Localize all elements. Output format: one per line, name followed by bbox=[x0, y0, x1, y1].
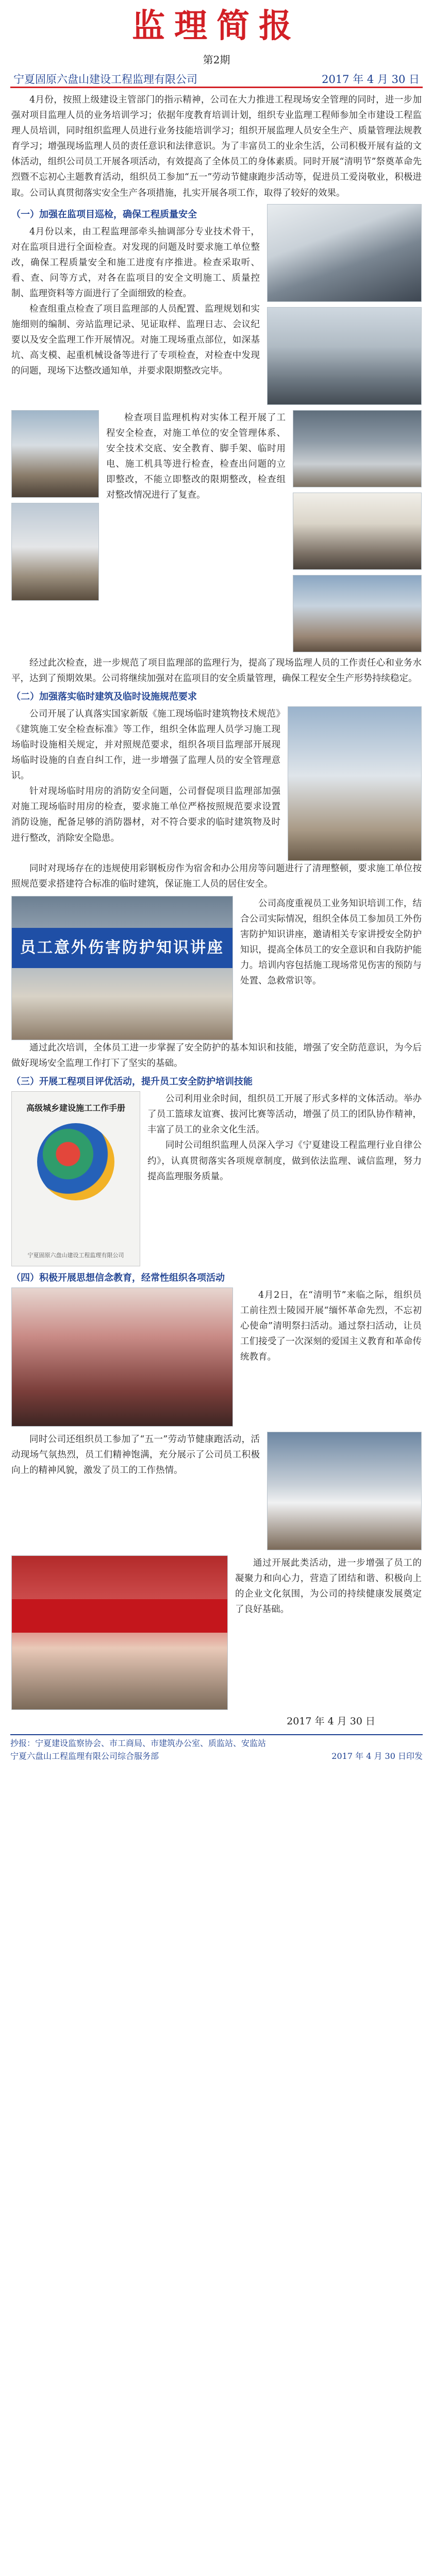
masthead-title: 监理简报 bbox=[132, 7, 301, 45]
training-banner: 员工意外伤害防护知识讲座 bbox=[12, 928, 232, 968]
distribution-list: 抄报：宁夏建设监察协会、市工商局、市建筑办公室、质监站、安监站 bbox=[10, 1738, 267, 1748]
section-paragraph: 同时公司还组织员工参加了“五一”劳动节健康跑活动，活动现场气氛热烈，员工们精神饱满，充分展示了公司员工积极向上的精神风貌，激发了员工的工作热情。 bbox=[11, 1434, 260, 1476]
section-paragraph: 4月份以来，由工程监理部牵头抽调部分专业技术骨干，对在监项目进行全面检查。对发现的问题及时要求施工单位整改，确保工程质量安全和施工进度有序推进。检查采取听、看、查、问等方式，对各在监项目的安全文明施工、质量控制、监理资料等方面进行了全面细致的检查。 bbox=[11, 226, 260, 299]
manual-title: 高级城乡建设施工工作手册 bbox=[26, 1103, 125, 1113]
site-photo bbox=[11, 410, 99, 498]
manual-graphic bbox=[37, 1123, 114, 1200]
intro-paragraph: 4月份，按照上级建设主管部门的指示精神，公司在大力推进工程现场安全管理的同时，进一步加强对项目监理人员的业务培训学习；依据年度教育培训计划，组织专业监理工程师参加全市建设工程监理人员培训，同时组织监理人员进行业务技能培训学习；组织开展监理人员安全生产、质量管理法规教育学习；增强现场监理人员的责任意识和法律意识。为了丰富员工的业余生活，公司积极开展有益的文体活动，组织公司员工开展各项活动，有效提高了全体员工的身体素质。同时开展“清明节”祭奠革命先烈暨不忘初心主题教育活动，组织员工参加“五一”劳动节健康跑步活动等，促进员工爱岗敬业，积极进取。公司认真贯彻落实安全生产各项措施，扎实开展各项工作，取得了较好的效果。 bbox=[11, 95, 422, 198]
site-photo bbox=[293, 410, 422, 487]
section-paragraph: 通过此次培训，全体员工进一步掌握了安全防护的基本知识和技能，增强了安全防范意识，为今后做好现场安全监理工作打下了坚实的基础。 bbox=[11, 1042, 422, 1069]
training-lecture-photo bbox=[11, 896, 233, 1040]
section-paragraph: 公司高度重视员工业务知识培训工作，结合公司实际情况，组织全体员工参加员工外伤害防护知识讲座，邀请相关专家讲授安全防护知识，提高全体员工的安全意识和自我防护能力。培训内容包括施工现场常见伤害的预防与处置、急救常识等。 bbox=[240, 898, 422, 987]
activity-banner bbox=[12, 1599, 227, 1633]
section-paragraph: 公司开展了认真落实国家新版《施工现场临时建筑物技术规范》《建筑施工安全检查标准》等工作，组织全体监理人员学习施工现场临时设施相关规定，并对照规范要求，组织各项目监理部开展现场临时设施的自查自纠工作，进一步增强了监理人员的安全管理意识。 bbox=[11, 708, 280, 782]
masthead bbox=[0, 0, 433, 66]
manual-cover bbox=[11, 1091, 140, 1266]
issuing-department: 宁夏六盘山工程监理有限公司综合服务部 bbox=[10, 1751, 159, 1761]
temporary-building-photo bbox=[288, 706, 422, 861]
manual-publisher: 宁夏固原六盘山建设工程监理有限公司 bbox=[27, 1252, 124, 1259]
section-heading: （四）积极开展思想信念教育，经常性组织各项活动 bbox=[11, 1273, 225, 1284]
section-paragraph: 同时对现场存在的违规使用彩钢板房作为宿舍和办公用房等问题进行了清理整顿，要求施工单位按照规范要求搭建符合标准的临时建筑，保证施工人员的居住安全。 bbox=[11, 863, 422, 889]
section-paragraph: 检查组重点检查了项目监理部的人员配置、监理规划和实施细则的编制、旁站监理记录、见证取样、监理日志、会议纪要以及安全监理工作开展情况。对施工现场重点部位，如深基坑、高支模、起重机械设备等进行了专项检查，对检查中发现的问题，现场下达整改通知单，并要求限期整改完毕。 bbox=[11, 304, 260, 377]
inspection-photo bbox=[267, 307, 422, 405]
print-date: 2017 年 4 月 30 日印发 bbox=[331, 1751, 423, 1761]
section-paragraph: 经过此次检查，进一步规范了项目监理部的监理行为，提高了现场监理人员的工作责任心和业务水平，达到了预期效果。公司将继续加强对在监项目的安全质量管理，确保工程安全生产形势持续稳定。 bbox=[11, 657, 422, 684]
section-paragraph: 同时公司组织监理人员深入学习《宁夏建设工程监理行业自律公约》，认真贯彻落实各项规章制度，做到依法监理、诚信监理，努力提高监理服务质量。 bbox=[147, 1140, 422, 1182]
section-heading: （三）开展工程项目评优活动，提升员工安全防护培训技能 bbox=[11, 1076, 253, 1088]
section-paragraph: 针对现场临时用房的消防安全问题，公司督促项目监理部加强对施工现场临时用房的检查，要求施工单位严格按照规范要求设置消防设施，配备足够的消防器材，对不符合要求的临时建筑物及时进行整改，消除安全隐患。 bbox=[11, 786, 280, 843]
section-paragraph: 4月2日，在“清明节”来临之际，组织员工前往烈士陵园开展“缅怀革命先烈，不忘初心使命”清明祭扫活动。通过祭扫活动，让员工们接受了一次深刻的爱国主义教育和革命传统教育。 bbox=[240, 1290, 422, 1363]
site-photo bbox=[293, 493, 422, 570]
memorial-photo bbox=[11, 1287, 233, 1427]
site-photo bbox=[11, 503, 99, 601]
activity-photo bbox=[267, 1432, 422, 1550]
issue-date: 2017 年 4 月 30 日 bbox=[322, 73, 420, 86]
issue-number: 第2期 bbox=[203, 54, 230, 66]
section-paragraph: 公司利用业余时间，组织员工开展了形式多样的文体活动。举办了员工篮球友谊赛、拔河比赛等活动，增强了员工的团队协作精神，丰富了员工的业余文化生活。 bbox=[147, 1094, 422, 1136]
section-paragraph: 检查项目监理机构对实体工程开展了工程安全检查，对施工单位的安全管理体系、安全技术交底、安全教育、脚手架、临时用电、施工机具等进行检查，检查出问题的立即整改，不能立即整改的限期整改，检查组对整改情况进行了复查。 bbox=[106, 412, 286, 501]
closing-date: 2017 年 4 月 30 日 bbox=[287, 1716, 375, 1727]
section-heading: （一）加强在监项目巡检，确保工程质量安全 bbox=[11, 209, 197, 220]
footer-divider bbox=[10, 1734, 423, 1735]
section-heading: （二）加强落实临时建筑及临时设施规范要求 bbox=[11, 691, 197, 702]
report-body bbox=[0, 88, 433, 1730]
inspection-photo bbox=[267, 204, 422, 302]
company-name: 宁夏固原六盘山建设工程监理有限公司 bbox=[13, 73, 197, 86]
publisher-bar bbox=[10, 71, 423, 88]
footer bbox=[10, 1737, 423, 1763]
group-photo bbox=[11, 1555, 228, 1710]
section-paragraph: 通过开展此类活动，进一步增强了员工的凝聚力和向心力，营造了团结和谐、积极向上的企业文化氛围，为公司的持续健康发展奠定了良好基础。 bbox=[235, 1558, 422, 1615]
site-photo bbox=[293, 575, 422, 652]
